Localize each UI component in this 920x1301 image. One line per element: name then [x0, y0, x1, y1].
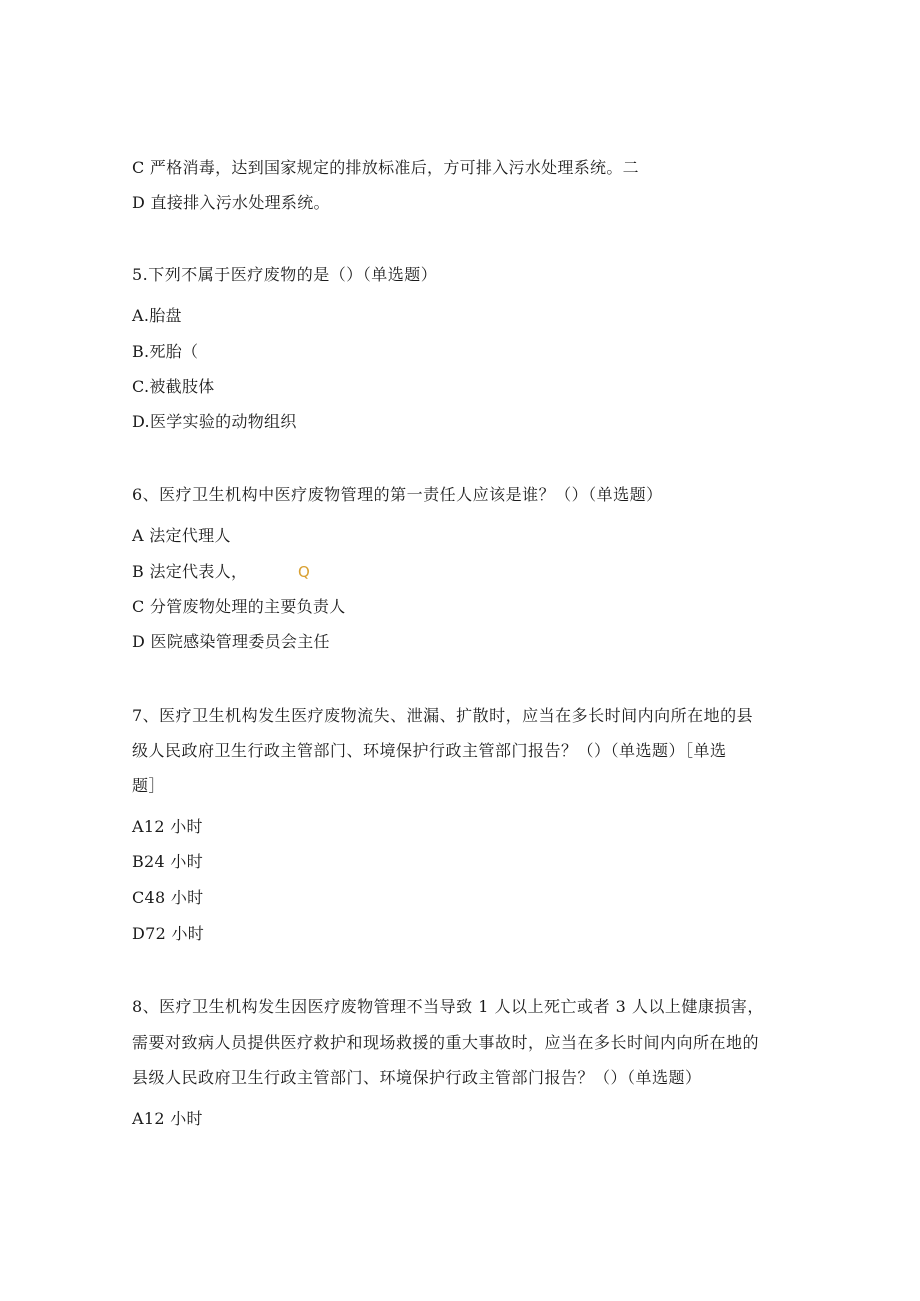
option-6-b: B 法定代表人，: [132, 562, 248, 581]
option-6-a: A 法定代理人: [132, 526, 231, 545]
option-5-c: C.被截肢体: [132, 377, 215, 396]
question-5-text: 5.下列不属于医疗废物的是（）（单选题）: [132, 265, 438, 284]
question-7-line-3: 题］: [132, 776, 166, 795]
question-6-text: 6、医疗卫生机构中医疗废物管理的第一责任人应该是谁？（）（单选题）: [132, 485, 663, 504]
option-8-a: A12 小时: [132, 1109, 203, 1128]
option-5-b: B.死胎（: [132, 342, 199, 361]
question-8-line-2: 需要对致病人员提供医疗救护和现场救援的重大事故时，应当在多长时间内向所在地的: [132, 1033, 760, 1052]
question-7-line-1: 7、医疗卫生机构发生医疗废物流失、泄漏、扩散时，应当在多长时间内向所在地的县: [132, 706, 754, 725]
option-7-a: A12 小时: [132, 817, 203, 836]
option-5-a: A.胎盘: [132, 306, 182, 325]
option-7-d: D72 小时: [132, 924, 205, 943]
question-8-line-3: 县级人民政府卫生行政主管部门、环境保护行政主管部门报告？（）（单选题）: [132, 1068, 702, 1087]
option-6-c: C 分管废物处理的主要负责人: [132, 597, 346, 616]
option-7-b: B24 小时: [132, 852, 204, 871]
question-7-line-2: 级人民政府卫生行政主管部门、环境保护行政主管部门报告？（）（单选题）［单选: [132, 741, 727, 760]
question-8-line-1: 8、医疗卫生机构发生因医疗废物管理不当导致 1 人以上死亡或者 3 人以上健康损害，: [132, 997, 764, 1016]
answer-mark-icon: Q: [298, 563, 310, 581]
option-7-c: C48 小时: [132, 888, 204, 907]
option-prev-c: C 严格消毒，达到国家规定的排放标准后，方可排入污水处理系统。二: [132, 158, 639, 177]
option-prev-d: D 直接排入污水处理系统。: [132, 193, 330, 212]
option-5-d: D.医学实验的动物组织: [132, 412, 297, 431]
option-6-d: D 医院感染管理委员会主任: [132, 632, 330, 651]
